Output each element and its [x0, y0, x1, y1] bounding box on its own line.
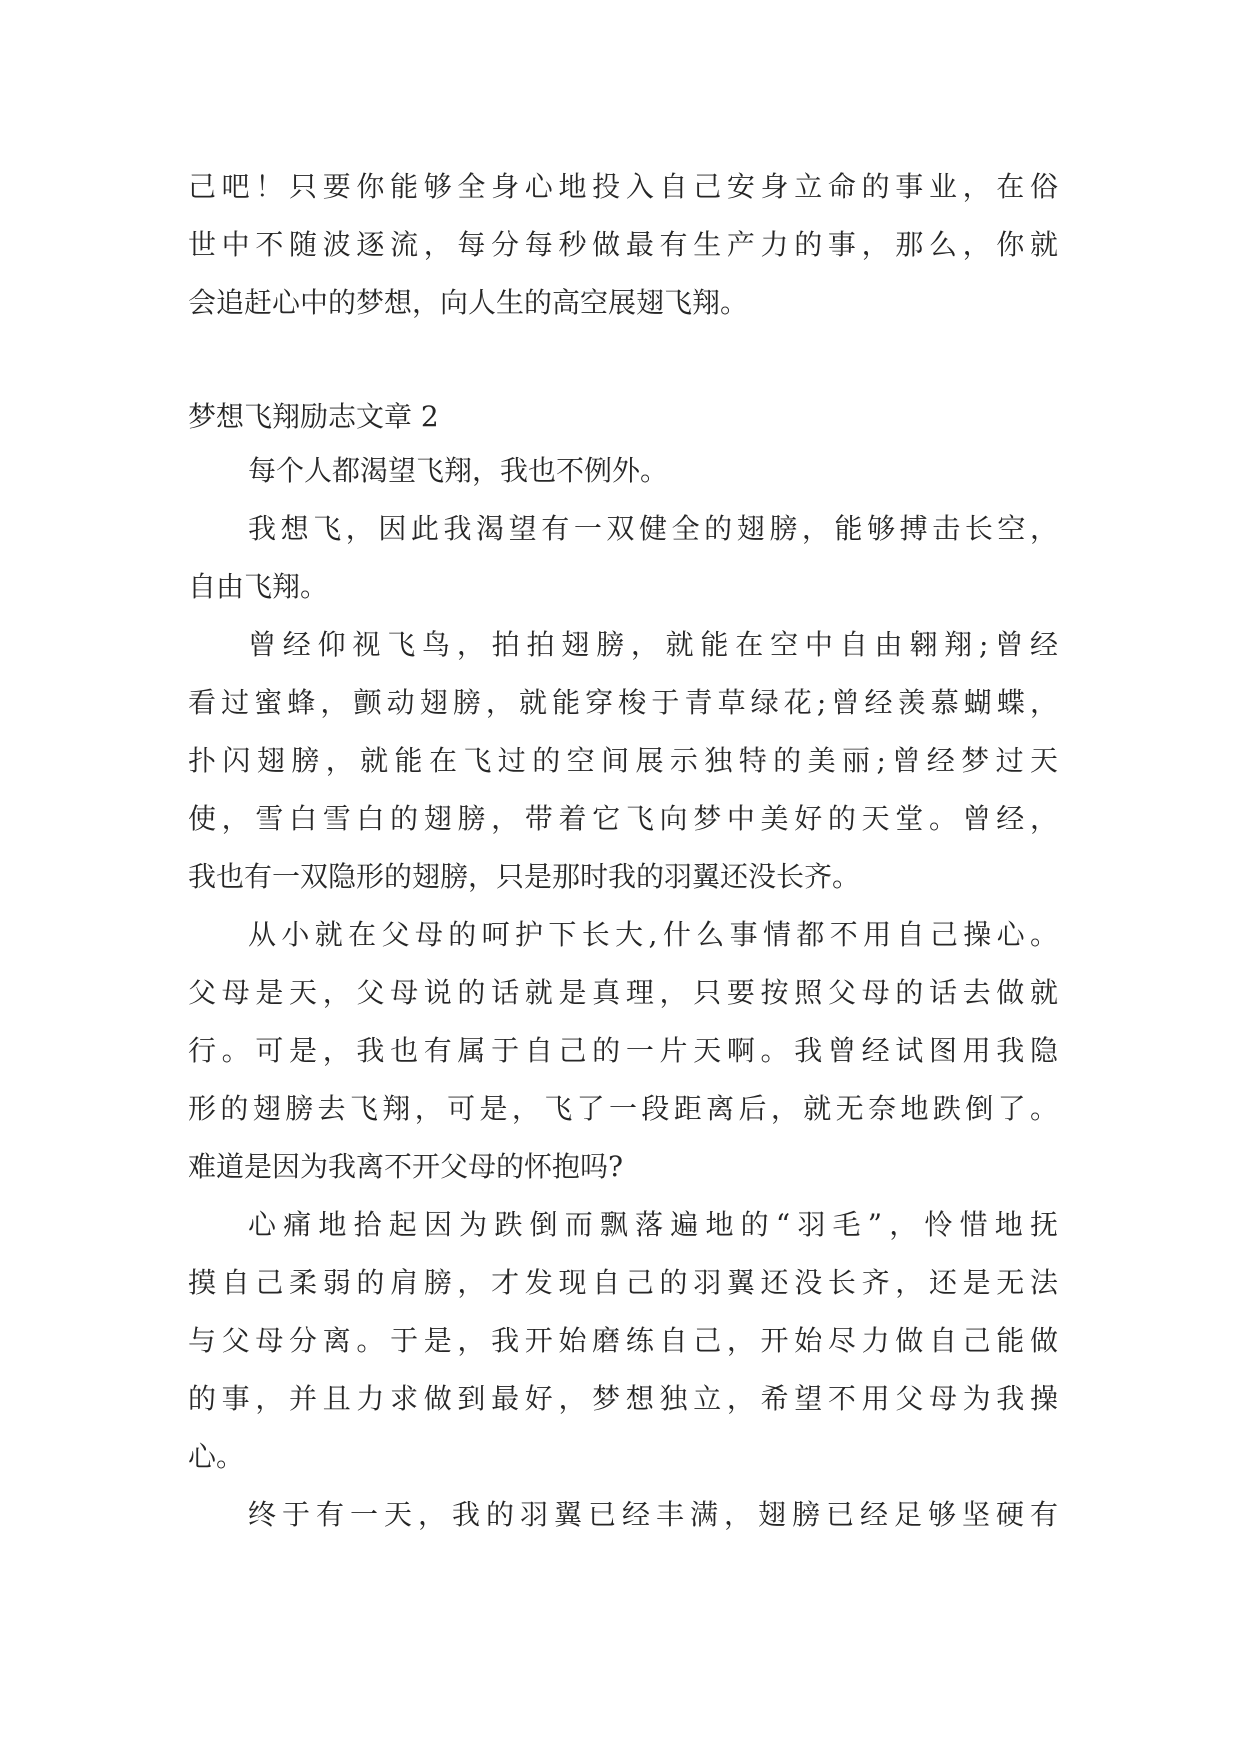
text-line: 形的翅膀去飞翔，可是，飞了一段距离后，就无奈地跌倒了。 — [188, 1092, 1058, 1125]
paragraph-2 — [188, 500, 1058, 616]
text-line: 曾经仰视飞鸟，拍拍翅膀，就能在空中自由翱翔;曾经 — [248, 628, 1058, 661]
text-line: 的事，并且力求做到最好，梦想独立，希望不用父母为我操 — [188, 1382, 1058, 1415]
text-line: 心。 — [188, 1440, 245, 1473]
text-line: 终于有一天，我的羽翼已经丰满，翅膀已经足够坚硬有 — [248, 1498, 1058, 1531]
text-line: 每个人都渴望飞翔，我也不例外。 — [248, 454, 669, 487]
paragraph-1 — [188, 442, 1058, 500]
continuation-paragraph — [188, 158, 1058, 332]
text-line: 扑闪翅膀，就能在飞过的空间展示独特的美丽;曾经梦过天 — [188, 744, 1058, 777]
document-body — [188, 158, 1058, 1544]
text-line: 从小就在父母的呵护下长大,什么事情都不用自己操心。 — [248, 918, 1058, 951]
text-line: 行。可是，我也有属于自己的一片天啊。我曾经试图用我隐 — [188, 1034, 1058, 1067]
text-line: 我也有一双隐形的翅膀，只是那时我的羽翼还没长齐。 — [188, 860, 861, 893]
paragraph-4 — [188, 906, 1058, 1196]
text-line: 自由飞翔。 — [188, 570, 329, 603]
text-line: 看过蜜蜂，颤动翅膀，就能穿梭于青草绿花;曾经羡慕蝴蝶， — [188, 686, 1058, 719]
text-line: 难道是因为我离不开父母的怀抱吗? — [188, 1150, 624, 1183]
section-title: 梦想飞翔励志文章 2 — [188, 400, 439, 433]
text-line: 己吧！只要你能够全身心地投入自己安身立命的事业，在俗 — [188, 170, 1058, 203]
paragraph-3 — [188, 616, 1058, 906]
text-line: 世中不随波逐流，每分每秒做最有生产力的事，那么，你就 — [188, 228, 1058, 261]
text-line: 摸自己柔弱的肩膀，才发现自己的羽翼还没长齐，还是无法 — [188, 1266, 1058, 1299]
text-line: 使，雪白雪白的翅膀，带着它飞向梦中美好的天堂。曾经， — [188, 802, 1058, 835]
text-line: 我想飞，因此我渴望有一双健全的翅膀，能够搏击长空， — [248, 512, 1058, 545]
text-line: 父母是天，父母说的话就是真理，只要按照父母的话去做就 — [188, 976, 1058, 1009]
text-line: 与父母分离。于是，我开始磨练自己，开始尽力做自己能做 — [188, 1324, 1058, 1357]
paragraph-6 — [188, 1486, 1058, 1544]
paragraph-5 — [188, 1196, 1058, 1486]
text-line: 心痛地拾起因为跌倒而飘落遍地的“羽毛”，怜惜地抚 — [248, 1208, 1058, 1241]
text-line: 会追赶心中的梦想，向人生的高空展翅飞翔。 — [188, 286, 749, 319]
